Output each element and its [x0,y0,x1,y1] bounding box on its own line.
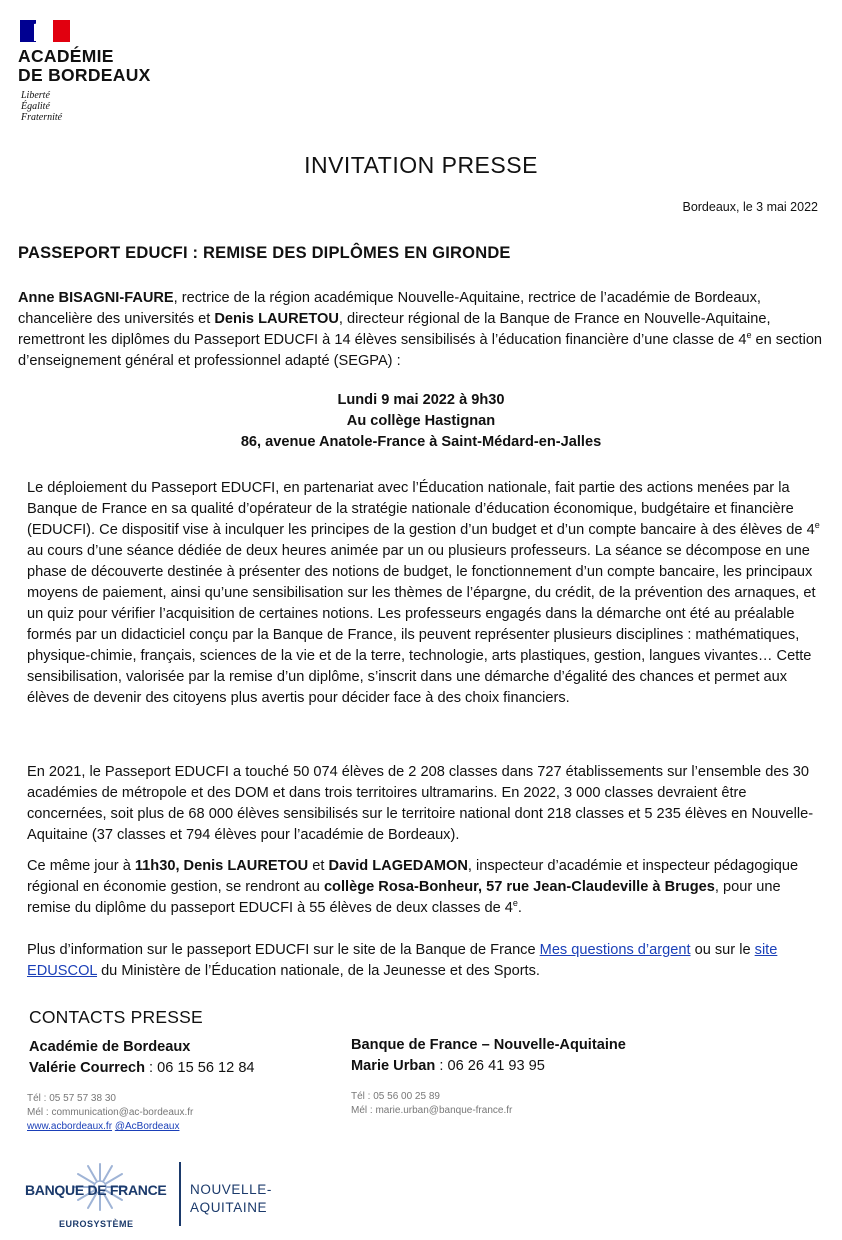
name-bisagni: Anne BISAGNI-FAURE [18,290,174,306]
bdf-logo-region [190,1181,272,1217]
press-heading: PASSEPORT EDUCFI : REMISE DES DIPLÔMES EN GIRONDE [18,244,511,262]
academie-mail: Mél : communication@ac-bordeaux.fr [27,1107,194,1118]
contact-bdf-details [351,1090,512,1118]
document-title: INVITATION PRESSE [304,152,538,178]
academie-logo-text [18,47,151,85]
intro-paragraph: Anne BISAGNI-FAURE, rectrice de la région académique Nouvelle-Aquitaine, rectrice de l’académie de Bordeaux, chancelière des universités et Denis LAURETOU, directeur régional de la Banque de France en Nouvelle-Aquitaine, remettront les diplômes du Passeport EDUCFI à 14 élèves sensibilisés à l’éducation financière d’une classe de 4e en section d’enseignement général et professionnel adapté (SEGPA) : [18,290,823,369]
contact-bdf-org: Banque de France – Nouvelle-Aquitaine [351,1037,626,1053]
statistics-paragraph: En 2021, le Passeport EDUCFI a touché 50 074 élèves de 2 208 classes dans 727 établissements sur l’ensemble des 30 académies de métropole et des DOM et dans trois territoires ultramarins. En 2022, 3 000 classes devraient être concernées, soit plus de 68 000 élèves sensibilisés sur le territoire national dont 218 classes et 5 235 élèves en Nouvelle-Aquitaine (37 classes et 794 élèves pour l’académie de Bordeaux). [27,764,814,843]
academie-line2: DE BORDEAUX [18,65,151,85]
contact-bdf-person: Marie Urban : 06 26 41 93 95 [351,1058,545,1074]
academie-line1: ACADÉMIE [18,46,114,66]
academie-tel: Tél : 05 57 57 38 30 [27,1093,116,1104]
bdf-logo-name: BANQUE DE FRANCE [25,1182,167,1198]
contacts-title: CONTACTS PRESSE [29,1007,203,1027]
contact-academie [29,1037,255,1079]
motto-liberte: Liberté [21,90,50,101]
republic-motto [21,90,62,123]
academie-twitter-link[interactable]: @AcBordeaux [114,1121,180,1132]
event-address: 86, avenue Anatole-France à Saint-Médard-en-Jalles [240,434,602,450]
region-line2: AQUITAINE [190,1200,268,1215]
second-event-paragraph: Ce même jour à 11h30, Denis LAURETOU et David LAGEDAMON, inspecteur d’académie et inspecteur pédagogique régional en économie gestion, se rendront au collège Rosa-Bonheur, 57 rue Jean-Claudeville à Bruges, pour une remise du diplôme du passeport EDUCFI à 55 élèves de deux classes de 4e. [27,858,799,916]
contact-academie-person: Valérie Courrech : 06 15 56 12 84 [29,1060,255,1076]
deployment-paragraph: Le déploiement du Passeport EDUCFI, en partenariat avec l’Éducation nationale, fait partie des actions menées par la Banque de France en sa qualité d’opérateur de la stratégie nationale d’éducation économique, budgétaire et financière (EDUCFI). Ce dispositif vise à inculquer les principes de la gestion d’un budget et d’un compte bancaire à des élèves de 4e au cours d’une séance dédiée de deux heures animée par un ou plusieurs professeurs. La séance se décompose en une phase de découverte destinée à présenter des notions de budget, le fonctionnement d’un compte bancaire, les principaux moyens de paiement, ainsi qu’une sensibilisation sur les thèmes de l’épargne, du crédit, de la prévention des arnaques, et un quiz pour vérifier l’acquisition de certaines notions. Les professeurs engagés dans la démarche ont été au préalable formés par un didacticiel conçu par la Banque de France, ils peuvent représenter plusieurs disciplines : mathématiques, physique-chimie, français, sciences de la vie et de la terre, technologie, arts plastiques, gestion, langues vivantes… Cette sensibilisation, valorisée par la remise d’un diplôme, s’inscrit dans une démarche d’égalité des chances et permet aux élèves de devenir des citoyens plus avertis pour décider face à des choix financiers. [27,480,820,706]
more-info-paragraph: Plus d’information sur le passeport EDUCFI sur le site de la Banque de France Mes questions d’argent ou sur le site EDUSCOL du Ministère de l’Éducation nationale, de la Jeunesse et des Sports. [27,942,778,979]
contact-bdf [351,1035,626,1077]
bdf-mail: Mél : marie.urban@banque-france.fr [351,1105,513,1116]
eduscol-link[interactable]: site EDUSCOL [27,942,778,979]
marianne-flag-icon [20,20,70,42]
contact-academie-details [27,1092,193,1134]
dateline: Bordeaux, le 3 mai 2022 [682,200,818,214]
bdf-tel: Tél : 05 56 00 25 89 [351,1091,440,1102]
bdf-logo-eurosysteme: EUROSYSTÈME [59,1219,134,1229]
region-line1: NOUVELLE- [190,1182,272,1197]
event-place: Au collège Hastignan [346,413,496,429]
event-date: Lundi 9 mai 2022 à 9h30 [337,392,505,408]
academie-website-link[interactable]: www.acbordeaux.fr [27,1121,113,1132]
name-lauretou: Denis LAURETOU [214,311,339,327]
event-details [0,390,842,453]
motto-fraternite: Fraternité [21,112,63,123]
contact-academie-org: Académie de Bordeaux [29,1039,191,1055]
mes-questions-argent-link[interactable]: Mes questions d’argent [539,942,691,958]
motto-egalite: Égalité [21,101,50,112]
logo-divider [179,1162,181,1226]
